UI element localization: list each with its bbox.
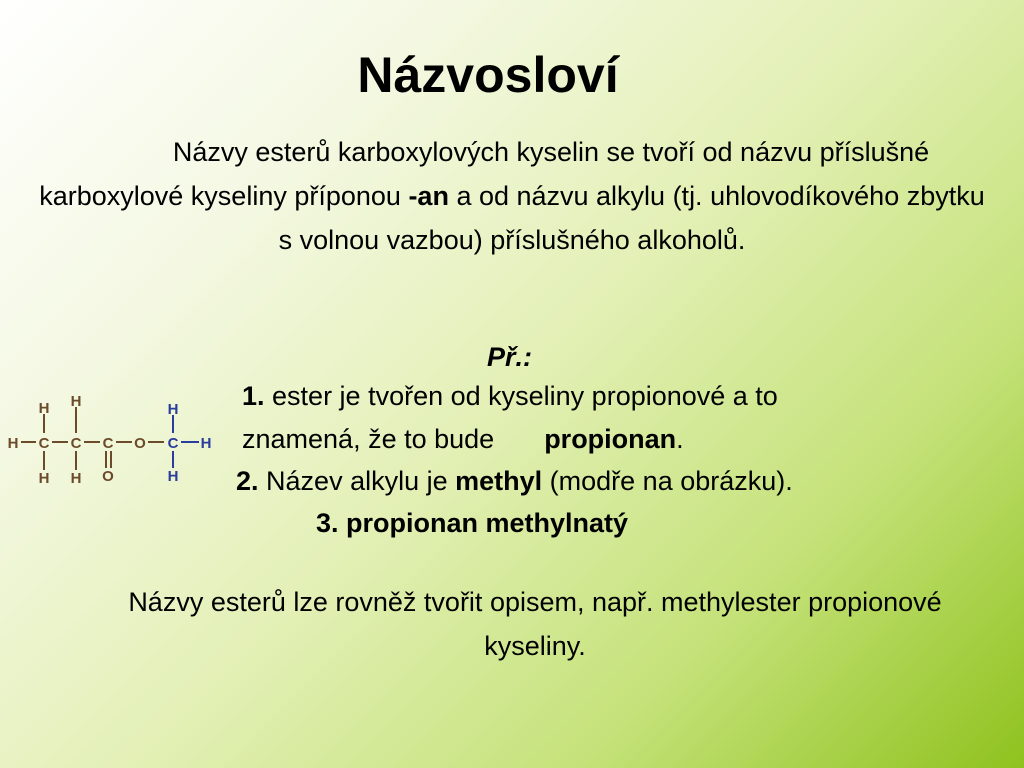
item-2-term: methyl [455, 466, 543, 496]
item-2-number: 2. [236, 466, 259, 496]
item-1-end: . [676, 424, 684, 454]
item-1-term: propionan [544, 424, 677, 454]
atom-c: C [102, 435, 114, 452]
atom-o: O [102, 468, 114, 485]
atom-c: C [70, 435, 82, 452]
atom-h: H [167, 468, 179, 485]
intro-text-2: a od názvu alkylu (tj. uhlovodíkového zbytku s volnou vazbou) příslušného alkoholů. [278, 181, 985, 255]
outro-paragraph: Názvy esterů lze rovněž tvořit opisem, např. methylester propionové kyseliny. [128, 587, 942, 661]
item-1-text-cont: znamená, že to bude [242, 424, 495, 454]
page-title: Názvosloví [357, 47, 619, 103]
atom-h: H [38, 470, 50, 487]
example-item-1-line-1 [242, 374, 778, 418]
intro-suffix: -an [408, 181, 449, 211]
atom-h: H [70, 470, 82, 487]
item-1-text: ester je tvořen od kyseliny propionové a to [264, 381, 778, 411]
item-2-text-2: (modře na obrázku). [542, 466, 793, 496]
atom-o: O [134, 435, 146, 452]
example-item-1-line-2 [242, 417, 684, 461]
atom-c: C [167, 435, 179, 452]
atom-h: H [167, 401, 179, 418]
atom-h: H [70, 393, 82, 410]
atom-h: H [7, 435, 19, 452]
example-item-3: 3. propionan methylnatý [316, 508, 629, 538]
main-chain-atoms [8, 393, 147, 487]
atom-h: H [38, 400, 50, 417]
intro-text-1: Názvy esterů karboxylových kyselin se tvoří od názvu příslušné karboxylové kyseliny příponou [39, 137, 930, 211]
example-label: Př.: [487, 342, 533, 372]
ester-structure-diagram [0, 390, 220, 490]
atom-h: H [200, 435, 212, 452]
example-item-2 [236, 459, 793, 503]
atom-c: C [38, 435, 50, 452]
item-1-number: 1. [242, 381, 265, 411]
intro-paragraph [30, 130, 994, 262]
item-2-text-1: Název alkylu je [258, 466, 456, 496]
